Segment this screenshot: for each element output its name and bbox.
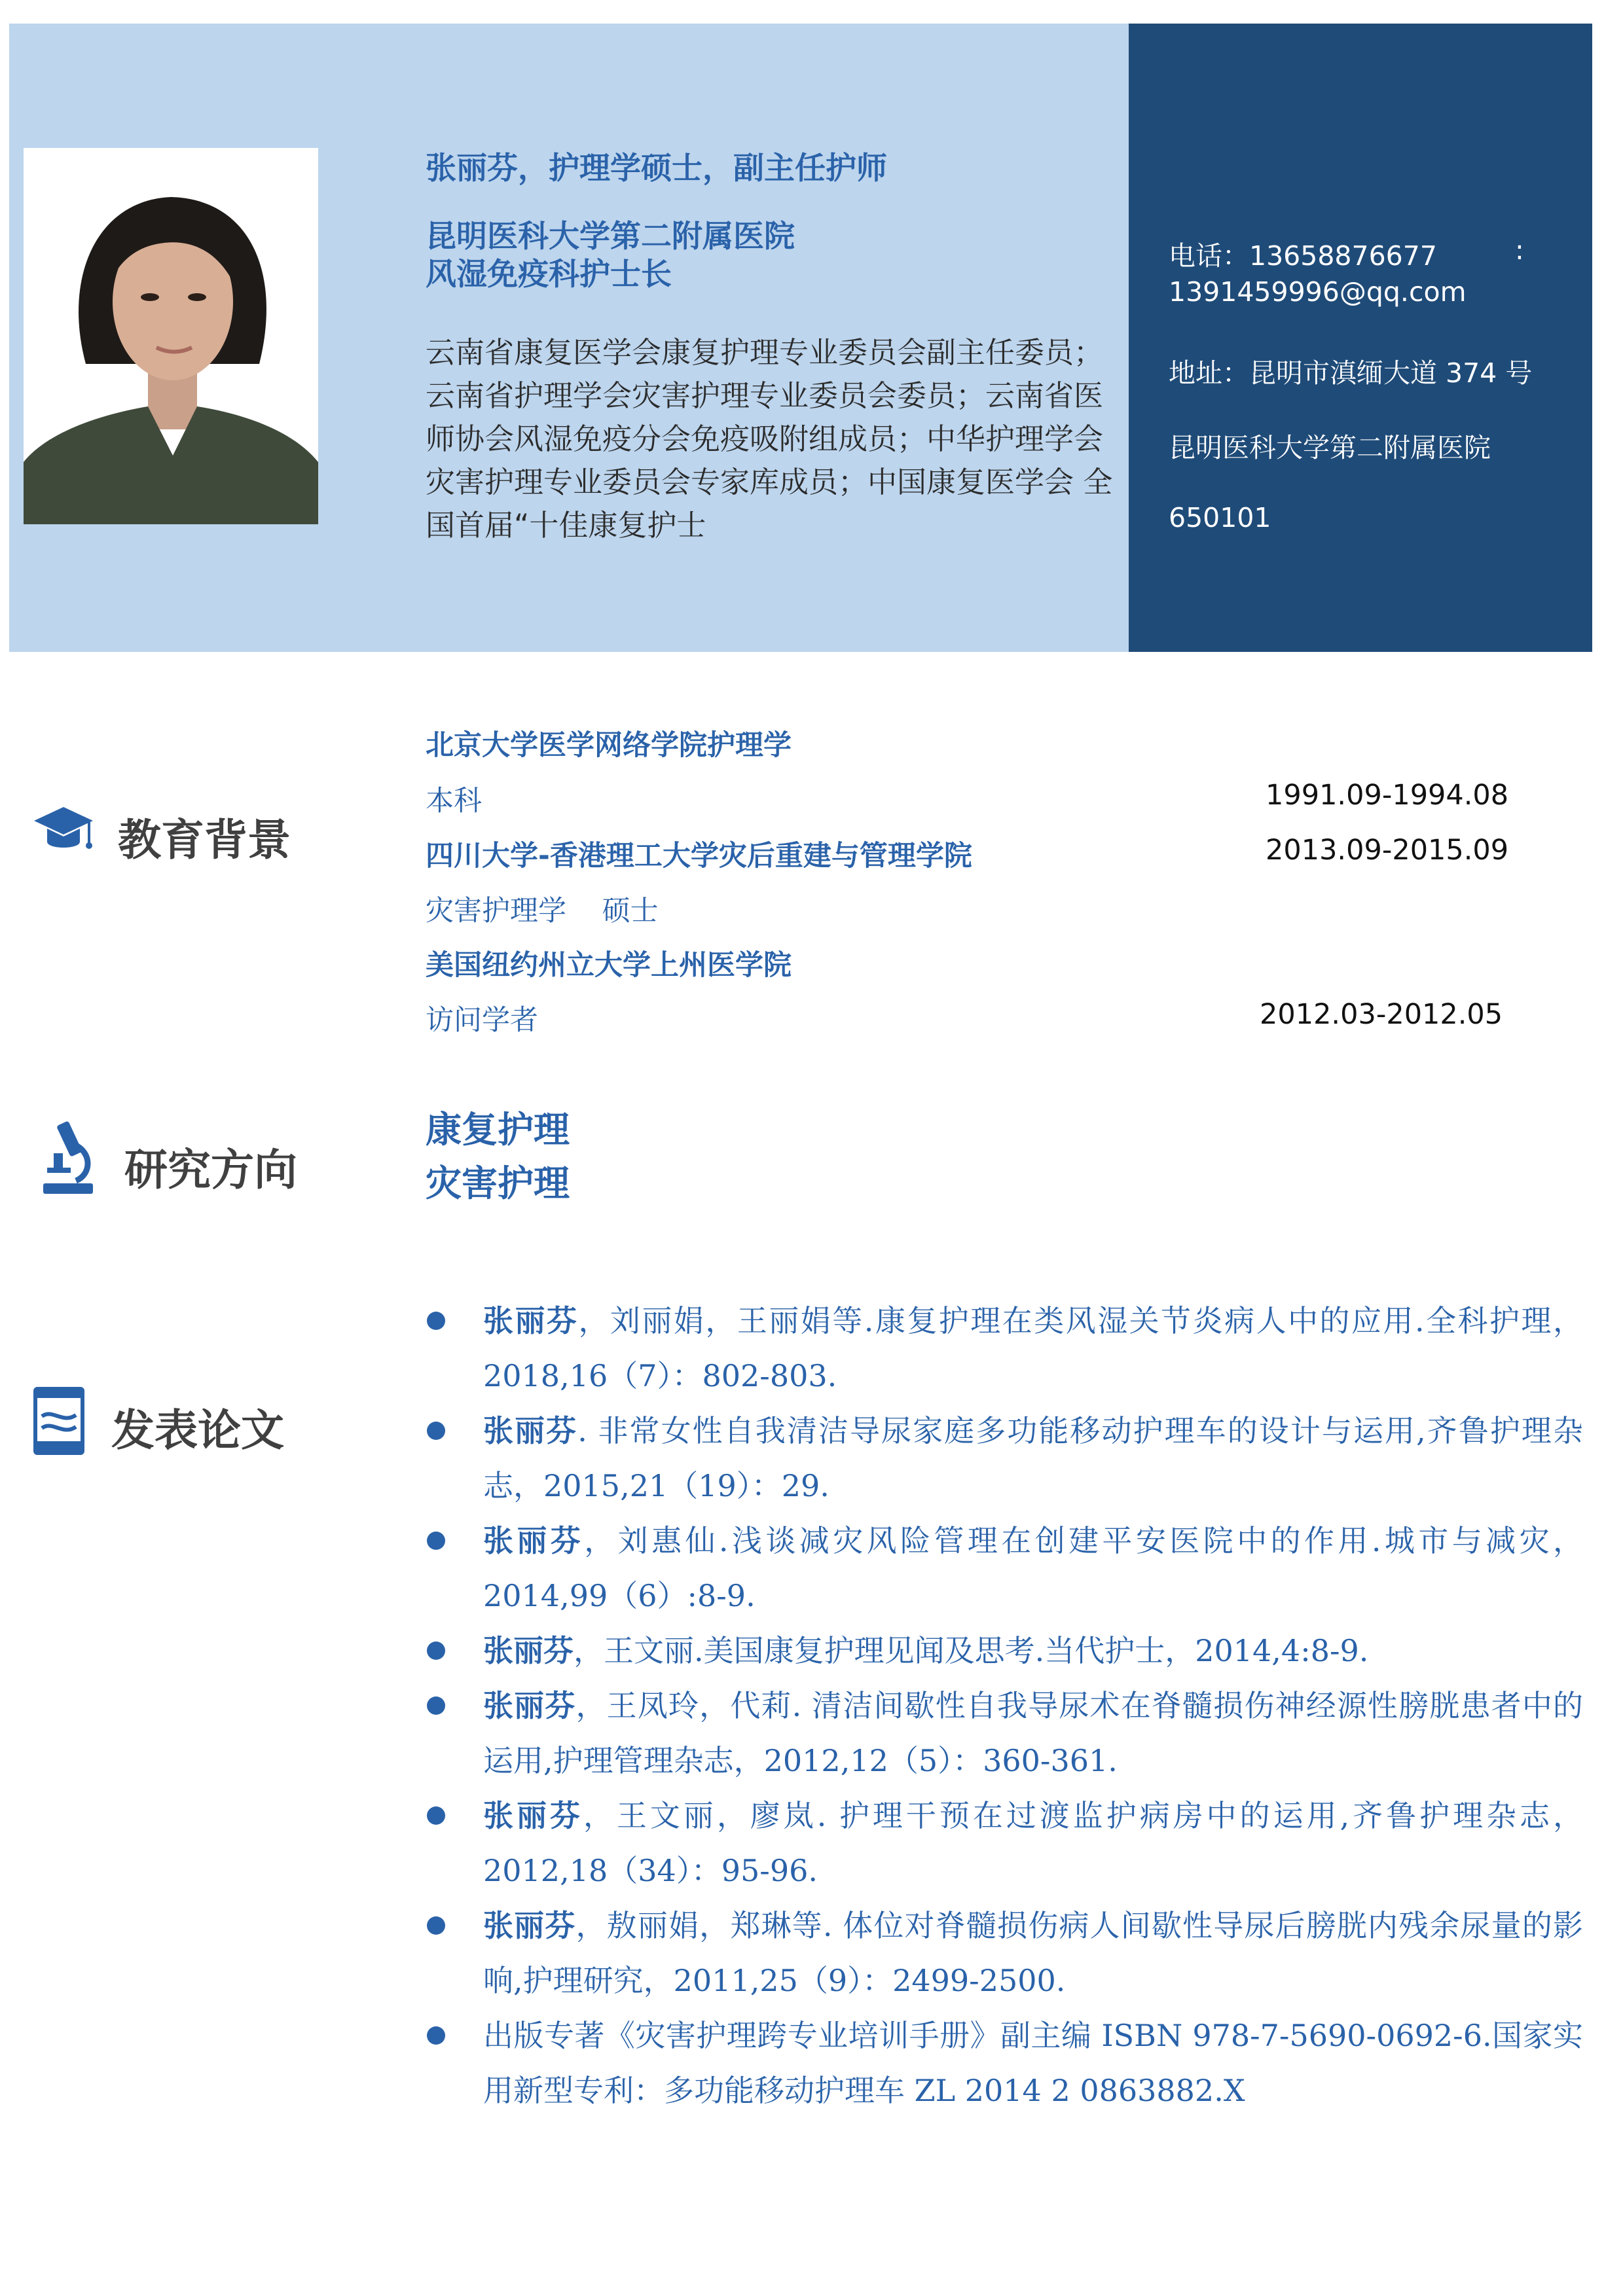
education-date: 2013.09-2015.09 [1266, 834, 1509, 867]
research-item: 灾害护理 [426, 1162, 570, 1204]
bullet-icon [427, 1641, 445, 1660]
education-heading: 教育背景 [118, 815, 291, 865]
education-degree: 访问学者 [426, 1004, 538, 1037]
publication-text: ，王凤玲，代莉. 清洁间歇性自我导尿术在脊髓损伤神经源性膀胱患者中的运用,护理管理杂志，2012,12（5）：360-361. [483, 1688, 1584, 1778]
contact-zipcode: 650101 [1169, 502, 1271, 533]
bullet-icon [427, 1532, 445, 1550]
publication-item [483, 1513, 1583, 1623]
education-date: 2012.03-2012.05 [1260, 998, 1503, 1031]
roles-description: 云南省康复医学会康复护理专业委员会副主任委员；云南省护理学会灾害护理专业委员会委员；云南省医师协会风湿免疫分会免疫吸附组成员；中华护理学会灾害护理专业委员会专家库成员；中国康复医学会 全国首届“十佳康复护士 [426, 335, 1113, 543]
hospital-name: 昆明医科大学第二附属医院 [426, 219, 795, 255]
publications-heading: 发表论文 [111, 1405, 284, 1456]
education-school: 四川大学-香港理工大学灾后重建与管理学院 [426, 840, 972, 872]
contact-address: 地址：昆明市滇缅大道 374 号 [1169, 357, 1533, 389]
publication-item [483, 1898, 1583, 2008]
bullet-icon [427, 1696, 445, 1715]
name-title: 张丽芬，护理学硕士，副主任护师 [426, 151, 887, 187]
document-icon [33, 1386, 85, 1456]
publication-text: . 非常女性自我清洁导尿家庭多功能移动护理车的设计与运用,齐鲁护理杂志，2015,21（19）：29. [483, 1413, 1583, 1503]
publication-author: 张丽芬 [483, 1523, 585, 1558]
education-date: 1991.09-1994.08 [1266, 779, 1509, 812]
contact-email: 1391459996@qq.com [1169, 276, 1467, 308]
publication-text: ，王文丽，廖岚. 护理干预在过渡监护病房中的运用,齐鲁护理杂志，2012,18（34）：95-96. [483, 1798, 1583, 1888]
research-item: 康复护理 [426, 1109, 570, 1151]
publication-author: 张丽芬 [483, 1798, 583, 1833]
publication-text: ，王文丽.美国康复护理见闻及思考.当代护士，2014,4:8-9. [574, 1633, 1369, 1668]
education-school: 北京大学医学网络学院护理学 [426, 729, 792, 762]
publication-author: 张丽芬 [483, 1688, 576, 1723]
publication-text: ，敖丽娟，郑琳等. 体位对脊髓损伤病人间歇性导尿后膀胱内残余尿量的影响,护理研究，2011,25（9）：2499-2500. [483, 1908, 1584, 1998]
publication-text: ，刘惠仙.浅谈减灾风险管理在创建平安医院中的作用.城市与减灾，2014,99（6）:8-9. [483, 1523, 1583, 1613]
publication-item [483, 1678, 1583, 1788]
microscope-icon [41, 1119, 96, 1196]
bullet-icon [427, 2026, 445, 2045]
publication-item [483, 1623, 1583, 1678]
bullet-icon [427, 1312, 445, 1330]
profile-photo [24, 148, 318, 524]
publication-item [483, 2008, 1583, 2118]
education-degree: 本科 [426, 785, 482, 817]
contact-address-line2: 昆明医科大学第二附属医院 [1169, 432, 1491, 463]
education-school: 美国纽约州立大学上州医学院 [426, 949, 792, 982]
graduation-cap-icon [33, 804, 94, 856]
education-degree: 灾害护理学 硕士 [426, 895, 659, 927]
publication-text: 出版专著《灾害护理跨专业培训手册》副主编 ISBN 978-7-5690-0692-6.国家实用新型专利：多功能移动护理车 ZL 2014 2 0863882.X [483, 2018, 1583, 2108]
publication-item [483, 1293, 1583, 1403]
contact-phone: 电话：13658876677 [1169, 240, 1437, 272]
contact-separator: : [1515, 234, 1524, 266]
contact-panel [1129, 24, 1592, 652]
publication-text: ，刘丽娟，王丽娟等.康复护理在类风湿关节炎病人中的应用.全科护理，2018,16（7）：802-803. [483, 1303, 1583, 1393]
department-title: 风湿免疫科护士长 [426, 257, 672, 293]
bullet-icon [427, 1916, 445, 1935]
bullet-icon [427, 1422, 445, 1440]
publication-item [483, 1403, 1583, 1513]
publication-author: 张丽芬 [483, 1303, 579, 1338]
publication-author: 张丽芬 [483, 1908, 576, 1943]
publication-author: 张丽芬 [483, 1413, 578, 1448]
research-heading: 研究方向 [124, 1145, 297, 1195]
publication-author: 张丽芬 [483, 1633, 574, 1668]
publication-item [483, 1788, 1583, 1898]
bullet-icon [427, 1806, 445, 1825]
